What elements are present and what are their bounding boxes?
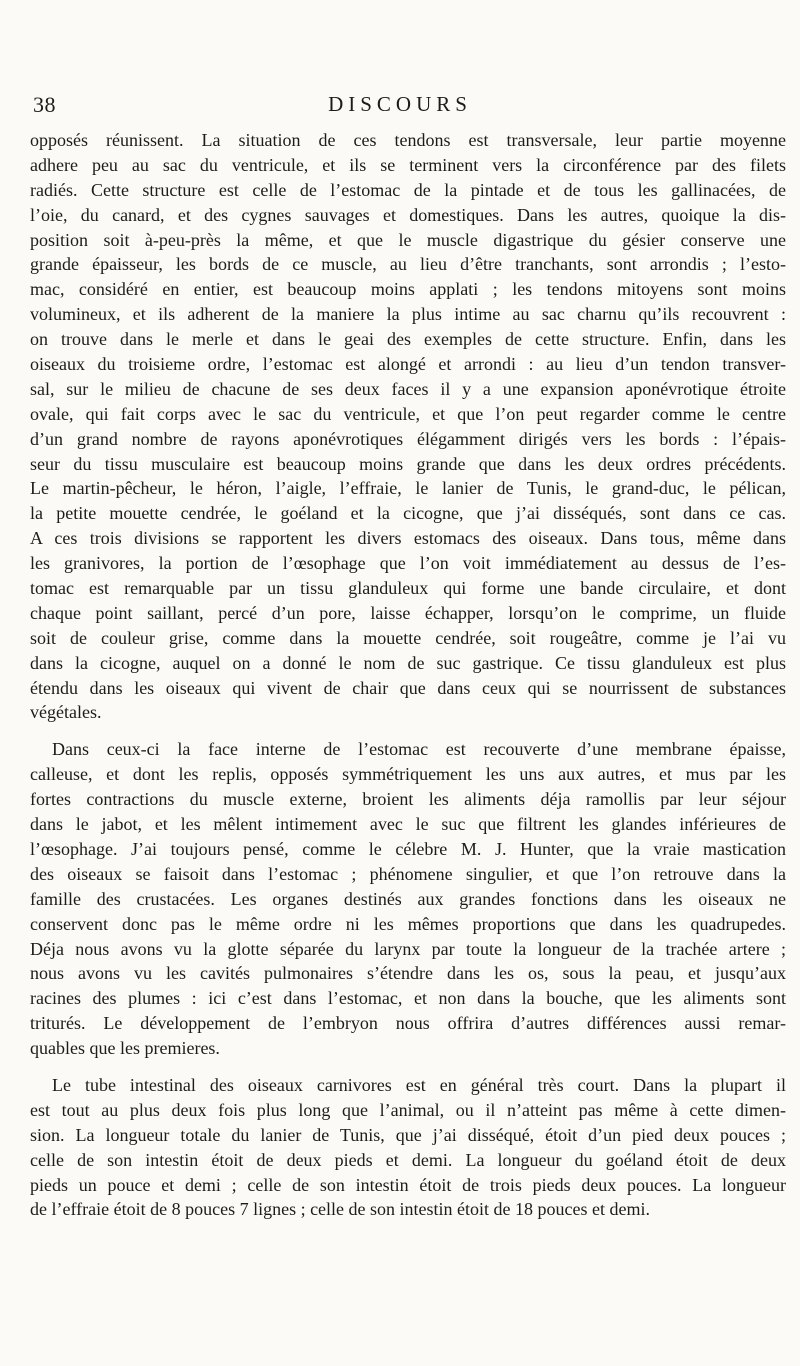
text-line: nous avons vu les cavités pulmonaires s’étendre dans les os, sous la peau, et jusqu’aux xyxy=(30,963,786,984)
text-line: sal, sur le milieu de chacune de ses deux faces il y a une expansion aponévrotique étroite xyxy=(30,378,786,399)
text-line: Déja nous avons vu la glotte séparée du larynx par toute la longueur de la trachée artere ; xyxy=(30,938,786,959)
text-line: chaque point saillant, percé d’un pore, laisse échapper, lorsqu’on le comprime, un fluide xyxy=(30,602,786,623)
paragraph-2 xyxy=(30,737,786,1061)
text-line: ovale, qui fait corps avec le sac du ventricule, et que l’on peut regarder comme le centre xyxy=(30,403,786,424)
text-line: l’œsophage. J’ai toujours pensé, comme le célebre M. J. Hunter, que la vraie mastication xyxy=(30,838,786,859)
text-line: dans le jabot, et les mêlent intimement avec le suc que filtrent les glandes inférieures de xyxy=(30,814,786,835)
text-line: les granivores, la portion de l’œsophage que l’on voit immédiatement au dessus de l’es- xyxy=(30,553,786,574)
text-line: pieds un pouce et demi ; celle de son intestin étoit de trois pieds deux pouces. La longueur xyxy=(30,1174,786,1195)
text-line: Dans ceux-ci la face interne de l’estomac est recouverte d’une membrane épaisse, xyxy=(52,739,786,760)
text-line: des oiseaux se faisoit dans l’estomac ; phénomene singulier, et que l’on retrouve dans la xyxy=(30,863,786,884)
text-line: seur du tissu musculaire est beaucoup moins grande que dans les deux ordres précédents. xyxy=(30,453,786,474)
page-number: 38 xyxy=(33,92,56,117)
text-line: grande épaisseur, les bords de ce muscle, au lieu d’être tranchants, sont arrondis ; l’esto- xyxy=(30,254,786,275)
text-line: sion. La longueur totale du lanier de Tunis, que j’ai disséqué, étoit d’un pied deux pouces ; xyxy=(30,1124,786,1145)
text-line: on trouve dans le merle et dans le geai des exemples de cette structure. Enfin, dans les xyxy=(30,329,786,350)
text-line: la petite mouette cendrée, le goéland et la cicogne, que j’ai disséqués, sont dans ce cas. xyxy=(30,503,786,524)
text-line: adhere peu au sac du ventricule, et ils se terminent vers la circonférence par des filets xyxy=(30,154,786,175)
text-line: volumineux, et ils adherent de la maniere la plus intime au sac charnu qu’ils recouvrent : xyxy=(30,304,786,325)
text-line: mac, considéré en entier, est beaucoup moins applati ; les tendons mitoyens sont moins xyxy=(30,279,786,300)
text-line: végétales. xyxy=(30,702,102,723)
text-line: racines des plumes : ici c’est dans l’estomac, et non dans la bouche, que les aliments sont xyxy=(30,988,786,1009)
text-line: étendu dans les oiseaux qui vivent de chair que dans ceux qui se nourrissent de substances xyxy=(30,677,786,698)
text-line: oiseaux du troisieme ordre, l’estomac est alongé et arrondi : au lieu d’un tendon transver- xyxy=(30,354,786,375)
text-line: calleuse, et dont les replis, opposés symmétriquement les uns aux autres, et mus par les xyxy=(30,764,786,785)
text-line: de l’effraie étoit de 8 pouces 7 lignes ; celle de son intestin étoit de 18 pouces et demi. xyxy=(30,1199,650,1220)
text-line: d’un grand nombre de rayons aponévrotiques élégamment dirigés vers les bords : l’épais- xyxy=(30,428,786,449)
text-line: est tout au plus deux fois plus long que l’animal, ou il n’atteint pas même à cette dimen- xyxy=(30,1099,786,1120)
text-line: position soit à-peu-près la même, et que le muscle digastrique du gésier conserve une xyxy=(30,229,786,250)
paragraph-1 xyxy=(30,128,786,725)
paragraph-3 xyxy=(30,1073,786,1222)
text-line: A ces trois divisions se rapportent les divers estomacs des oiseaux. Dans tous, même dans xyxy=(30,528,786,549)
body-text xyxy=(30,128,786,1222)
text-line: fortes contractions du muscle externe, broient les aliments déja ramollis par leur séjour xyxy=(30,789,786,810)
text-line: radiés. Cette structure est celle de l’estomac de la pintade et de tous les gallinacées, de xyxy=(30,179,786,200)
text-line: celle de son intestin étoit de deux pieds et demi. La longueur du goéland étoit de deux xyxy=(30,1149,786,1170)
text-line: opposés réunissent. La situation de ces tendons est transversale, leur partie moyenne xyxy=(30,130,786,150)
text-line: l’oie, du canard, et des cygnes sauvages et domestiques. Dans les autres, quoique la dis- xyxy=(30,204,786,225)
text-line: dans la cicogne, auquel on a donné le nom de suc gastrique. Ce tissu glanduleux est plus xyxy=(30,652,786,673)
text-line: tomac est remarquable par un tissu glanduleux qui forme une bande circulaire, et dont xyxy=(30,578,786,599)
text-line: quables que les premieres. xyxy=(30,1038,220,1059)
text-line: conservent donc pas le même ordre ni les mêmes proportions que dans les quadrupedes. xyxy=(30,913,786,934)
text-line: Le tube intestinal des oiseaux carnivores est en général très court. Dans la plupart il xyxy=(52,1074,786,1095)
text-line: Le martin-pêcheur, le héron, l’aigle, l’effraie, le lanier de Tunis, le grand-duc, le pélican, xyxy=(30,478,786,499)
text-line: famille des crustacées. Les organes destinés aux grandes fonctions dans les oiseaux ne xyxy=(30,888,786,909)
page-header xyxy=(30,92,770,122)
text-line: soit de couleur grise, comme dans la mouette cendrée, soit rougeâtre, comme je l’ai vu xyxy=(30,627,786,648)
running-title: DISCOURS xyxy=(328,92,472,116)
text-line: triturés. Le développement de l’embryon nous offrira d’autres différences aussi remar- xyxy=(30,1013,786,1034)
